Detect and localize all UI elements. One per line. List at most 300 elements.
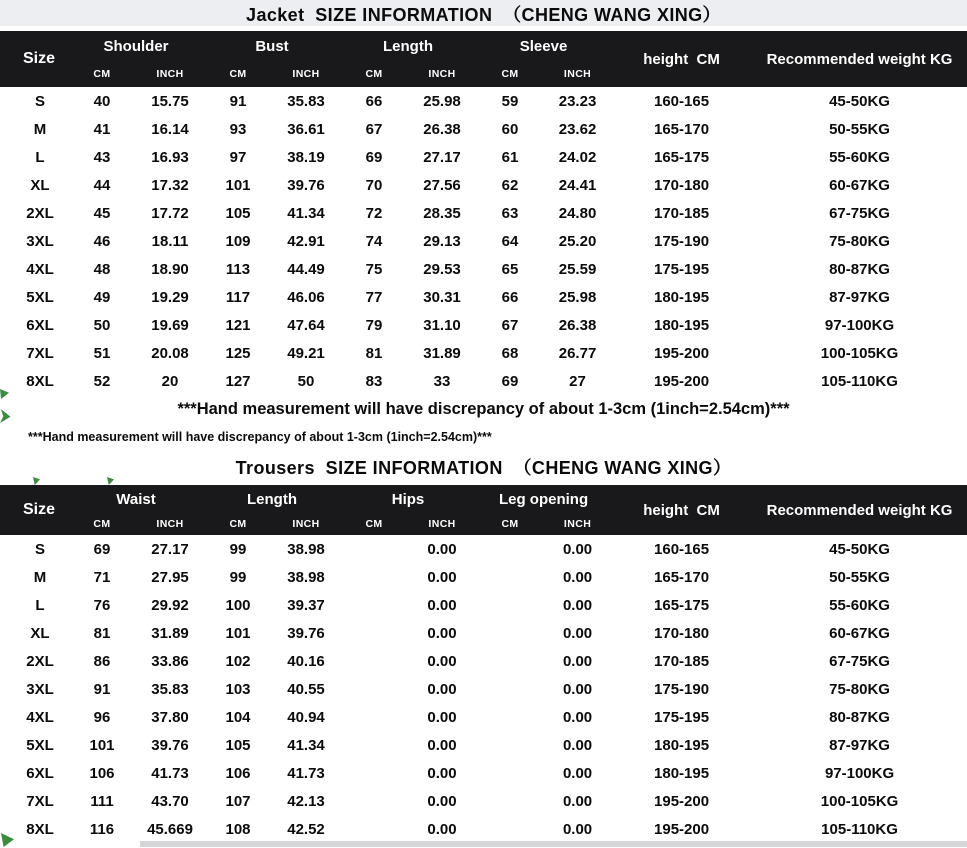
measurement-cell: 40.94 bbox=[287, 708, 325, 726]
measurement-cell: 75-80KG bbox=[829, 232, 890, 250]
measurement-cell bbox=[476, 787, 544, 815]
unit-header-inch: INCH bbox=[272, 513, 340, 535]
size-row bbox=[0, 171, 967, 199]
measurement-cell: 31.89 bbox=[423, 344, 461, 362]
size-row bbox=[0, 339, 967, 367]
size-row bbox=[0, 675, 967, 703]
measurement-cell: 38.98 bbox=[287, 540, 325, 558]
unit-header-cm: CM bbox=[340, 61, 408, 87]
measurement-cell: 63 bbox=[501, 204, 519, 222]
unit-header-cm: CM bbox=[204, 61, 272, 87]
col-header-height: height CM bbox=[611, 31, 752, 87]
measurement-cell bbox=[340, 591, 408, 619]
measurement-cell: 108 bbox=[225, 820, 251, 838]
size-label-cell: XL bbox=[30, 176, 50, 194]
measurement-cell: 36.61 bbox=[287, 120, 325, 138]
size-label-cell: 8XL bbox=[26, 372, 54, 390]
measurement-note-secondary: ***Hand measurement will have discrepancy of about 1-3cm (1inch=2.54cm)*** bbox=[28, 429, 492, 444]
measurement-cell: 40.55 bbox=[287, 680, 325, 698]
measurement-cell: 0.00 bbox=[562, 652, 593, 670]
measurement-cell: 0.00 bbox=[562, 680, 593, 698]
measurement-cell: 97-100KG bbox=[824, 764, 895, 782]
measurement-cell: 75 bbox=[365, 260, 383, 278]
measurement-cell: 39.37 bbox=[287, 596, 325, 614]
measurement-cell: 91 bbox=[229, 92, 247, 110]
measurement-cell: 65 bbox=[501, 260, 519, 278]
trousers-table-title: Trousers SIZE INFORMATION （CHENG WANG XING） bbox=[235, 458, 732, 478]
measurement-cell: 106 bbox=[225, 764, 251, 782]
measurement-cell: 170-185 bbox=[654, 204, 710, 222]
measurement-cell: 26.38 bbox=[423, 120, 461, 138]
measurement-cell: 165-170 bbox=[654, 120, 710, 138]
size-row bbox=[0, 311, 967, 339]
measurement-cell: 0.00 bbox=[427, 792, 457, 810]
measurement-cell: 0.00 bbox=[427, 596, 457, 614]
measurement-cell: 69 bbox=[365, 148, 383, 166]
measurement-cell: 19.29 bbox=[151, 288, 189, 306]
measurement-cell: 27.17 bbox=[423, 148, 461, 166]
size-row bbox=[0, 731, 967, 759]
measurement-cell bbox=[340, 787, 408, 815]
size-label-cell: M bbox=[33, 120, 47, 138]
col-header-size: Size bbox=[0, 31, 68, 87]
measurement-cell bbox=[340, 647, 408, 675]
measurement-cell: 68 bbox=[501, 344, 519, 362]
measurement-cell: 41.73 bbox=[287, 764, 325, 782]
measurement-cell: 0.00 bbox=[427, 624, 457, 642]
cropped-next-section-bar bbox=[140, 841, 967, 847]
measurement-cell: 72 bbox=[365, 204, 383, 222]
measurement-cell bbox=[340, 675, 408, 703]
measurement-cell: 0.00 bbox=[427, 736, 457, 754]
size-row bbox=[0, 283, 967, 311]
measurement-cell: 31.89 bbox=[151, 624, 189, 642]
measurement-cell: 30.31 bbox=[423, 288, 461, 306]
size-label-cell: 7XL bbox=[26, 344, 54, 362]
measurement-cell: 24.02 bbox=[558, 148, 597, 166]
measurement-cell: 25.59 bbox=[558, 260, 597, 278]
measurement-cell: 170-180 bbox=[654, 624, 710, 642]
size-row bbox=[0, 759, 967, 787]
measurement-cell bbox=[476, 647, 544, 675]
measurement-cell: 76 bbox=[93, 596, 111, 614]
measurement-cell: 0.00 bbox=[562, 568, 593, 586]
jacket-title-band bbox=[0, 0, 967, 31]
measurement-cell: 175-195 bbox=[654, 260, 710, 278]
measurement-cell: 41.34 bbox=[287, 736, 325, 754]
measurement-cell: 195-200 bbox=[654, 372, 710, 390]
measurement-cell: 39.76 bbox=[151, 736, 189, 754]
measurement-cell: 45-50KG bbox=[829, 540, 890, 558]
trousers-table-header bbox=[0, 485, 967, 535]
col-group-bust: Bust bbox=[204, 31, 340, 61]
measurement-cell: 42.91 bbox=[287, 232, 325, 250]
measurement-cell bbox=[340, 535, 408, 563]
measurement-cell: 55-60KG bbox=[829, 596, 890, 614]
measurement-cell: 60-67KG bbox=[829, 176, 890, 194]
measurement-cell: 80-87KG bbox=[829, 260, 890, 278]
jacket-table-title: Jacket SIZE INFORMATION （CHENG WANG XING） bbox=[246, 4, 721, 25]
measurement-note-primary: ***Hand measurement will have discrepancy of about 1-3cm (1inch=2.54cm)*** bbox=[177, 400, 790, 418]
size-label-cell: L bbox=[35, 148, 45, 166]
measurement-cell: 28.35 bbox=[423, 204, 461, 222]
measurement-cell bbox=[340, 619, 408, 647]
size-label-cell: 6XL bbox=[26, 316, 54, 334]
measurement-cell: 113 bbox=[225, 260, 251, 278]
measurement-cell: 101 bbox=[225, 176, 251, 194]
size-row bbox=[0, 591, 967, 619]
measurement-cell: 41 bbox=[93, 120, 111, 138]
measurement-cell: 49.21 bbox=[287, 344, 325, 362]
measurement-cell: 27.95 bbox=[151, 568, 189, 586]
measurement-cell: 29.13 bbox=[423, 232, 461, 250]
measurement-cell: 0.00 bbox=[562, 540, 593, 558]
measurement-cell: 17.72 bbox=[151, 204, 189, 222]
measurement-cell: 97 bbox=[229, 148, 247, 166]
measurement-cell: 26.38 bbox=[558, 316, 597, 334]
measurement-cell: 101 bbox=[225, 624, 251, 642]
measurement-cell: 125 bbox=[225, 344, 251, 362]
measurement-cell: 23.62 bbox=[558, 120, 597, 138]
measurement-cell: 170-185 bbox=[654, 652, 710, 670]
measurement-cell: 27 bbox=[569, 372, 586, 390]
measurement-cell: 160-165 bbox=[654, 540, 710, 558]
col-group-leg-opening: Leg opening bbox=[476, 485, 611, 513]
measurement-cell: 25.20 bbox=[558, 232, 597, 250]
measurement-cell: 175-195 bbox=[654, 708, 710, 726]
measurement-cell: 67 bbox=[501, 316, 519, 334]
measurement-cell: 195-200 bbox=[654, 792, 710, 810]
measurement-cell: 46.06 bbox=[287, 288, 325, 306]
measurement-cell: 109 bbox=[225, 232, 251, 250]
measurement-cell: 50 bbox=[93, 316, 111, 334]
size-label-cell: 6XL bbox=[26, 764, 54, 782]
measurement-cell bbox=[476, 703, 544, 731]
measurement-cell: 39.76 bbox=[287, 624, 325, 642]
measurement-cell: 69 bbox=[93, 540, 111, 558]
measurement-cell: 121 bbox=[225, 316, 251, 334]
measurement-cell: 160-165 bbox=[654, 92, 710, 110]
col-header-weight: Recommended weight KG bbox=[752, 485, 967, 535]
size-label-cell: 2XL bbox=[26, 652, 54, 670]
measurement-cell: 39.76 bbox=[287, 176, 325, 194]
size-row bbox=[0, 787, 967, 815]
unit-header-inch: INCH bbox=[136, 61, 204, 87]
measurement-cell: 80-87KG bbox=[829, 708, 890, 726]
size-label-cell: XL bbox=[30, 624, 50, 642]
size-label-cell: S bbox=[34, 540, 45, 558]
measurement-cell: 26.77 bbox=[558, 344, 597, 362]
measurement-cell: 50-55KG bbox=[829, 120, 890, 138]
measurement-cell: 97-100KG bbox=[824, 316, 895, 334]
unit-header-cm: CM bbox=[476, 513, 544, 535]
measurement-cell: 77 bbox=[365, 288, 383, 306]
measurement-cell: 61 bbox=[501, 148, 519, 166]
measurement-cell: 127 bbox=[225, 372, 251, 390]
size-row bbox=[0, 143, 967, 171]
unit-header-cm: CM bbox=[68, 513, 136, 535]
measurement-cell: 180-195 bbox=[654, 736, 710, 754]
size-row bbox=[0, 703, 967, 731]
measurement-cell bbox=[476, 675, 544, 703]
measurement-cell: 35.83 bbox=[287, 92, 325, 110]
measurement-cell: 18.11 bbox=[151, 232, 189, 250]
unit-header-cm: CM bbox=[204, 513, 272, 535]
measurement-cell bbox=[340, 703, 408, 731]
unit-header-inch: INCH bbox=[136, 513, 204, 535]
measurement-cell: 165-175 bbox=[654, 148, 710, 166]
measurement-cell: 18.90 bbox=[151, 260, 189, 278]
measurement-cell: 175-190 bbox=[654, 232, 710, 250]
measurement-cell: 33.86 bbox=[151, 652, 189, 670]
measurement-cell: 165-170 bbox=[654, 568, 710, 586]
size-label-cell: 2XL bbox=[26, 204, 54, 222]
measurement-cell: 50-55KG bbox=[829, 568, 890, 586]
measurement-cell: 52 bbox=[93, 372, 111, 390]
measurement-cell bbox=[476, 619, 544, 647]
measurement-cell: 71 bbox=[93, 568, 111, 586]
col-group-length: Length bbox=[204, 485, 340, 513]
measurement-cell: 103 bbox=[225, 680, 251, 698]
measurement-cell: 0.00 bbox=[562, 708, 593, 726]
size-row bbox=[0, 199, 967, 227]
measurement-cell: 105-110KG bbox=[821, 372, 898, 390]
measurement-cell: 42.52 bbox=[287, 820, 325, 838]
size-row bbox=[0, 535, 967, 563]
measurement-cell: 69 bbox=[501, 372, 519, 390]
measurement-cell: 100-105KG bbox=[820, 792, 899, 810]
measurement-cell: 33 bbox=[433, 372, 451, 390]
unit-header-cm: CM bbox=[340, 513, 408, 535]
measurement-cell: 48 bbox=[93, 260, 111, 278]
size-row bbox=[0, 563, 967, 591]
measurement-cell: 91 bbox=[93, 680, 111, 698]
measurement-cell: 0.00 bbox=[427, 540, 457, 558]
measurement-cell: 100-105KG bbox=[820, 344, 899, 362]
measurement-cell: 99 bbox=[229, 540, 247, 558]
measurement-cell: 81 bbox=[365, 344, 383, 362]
measurement-cell: 105 bbox=[225, 736, 251, 754]
size-row bbox=[0, 87, 967, 115]
measurement-cell: 38.19 bbox=[287, 148, 325, 166]
measurement-cell: 106 bbox=[89, 764, 115, 782]
unit-header-cm: CM bbox=[476, 61, 544, 87]
measurement-cell: 51 bbox=[93, 344, 111, 362]
size-label-cell: L bbox=[35, 596, 45, 614]
measurement-cell: 24.80 bbox=[558, 204, 597, 222]
size-label-cell: S bbox=[34, 92, 45, 110]
measurement-cell: 67-75KG bbox=[829, 652, 890, 670]
measurement-cell: 44 bbox=[93, 176, 111, 194]
size-label-cell: 5XL bbox=[26, 736, 54, 754]
measurement-cell: 62 bbox=[501, 176, 519, 194]
measurement-cell: 96 bbox=[93, 708, 111, 726]
measurement-cell: 64 bbox=[501, 232, 519, 250]
measurement-cell: 17.32 bbox=[151, 176, 189, 194]
col-group-hips: Hips bbox=[340, 485, 476, 513]
measurement-cell: 43 bbox=[93, 148, 111, 166]
measurement-cell: 99 bbox=[229, 568, 247, 586]
measurement-cell: 0.00 bbox=[427, 652, 457, 670]
measurement-cell bbox=[340, 563, 408, 591]
measurement-cell: 66 bbox=[501, 288, 519, 306]
measurement-cell: 27.56 bbox=[423, 176, 461, 194]
measurement-cell: 195-200 bbox=[654, 344, 710, 362]
size-label-cell: 3XL bbox=[26, 680, 54, 698]
measurement-cell: 87-97KG bbox=[829, 736, 890, 754]
size-row bbox=[0, 367, 967, 395]
size-row bbox=[0, 255, 967, 283]
measurement-cell: 0.00 bbox=[427, 820, 457, 838]
measurement-cell: 41.34 bbox=[287, 204, 325, 222]
measurement-cell: 66 bbox=[365, 92, 383, 110]
size-row bbox=[0, 815, 967, 843]
measurement-cell: 93 bbox=[229, 120, 247, 138]
measurement-cell: 102 bbox=[225, 652, 251, 670]
measurement-cell: 0.00 bbox=[427, 708, 457, 726]
measurement-cell: 74 bbox=[365, 232, 383, 250]
size-label-cell: 4XL bbox=[26, 708, 54, 726]
measurement-cell: 20 bbox=[161, 372, 179, 390]
measurement-cell: 0.00 bbox=[562, 736, 593, 754]
measurement-cell: 55-60KG bbox=[829, 148, 890, 166]
measurement-cell: 31.10 bbox=[423, 316, 461, 334]
measurement-cell: 59 bbox=[501, 92, 519, 110]
measurement-cell: 60 bbox=[501, 120, 519, 138]
measurement-cell: 0.00 bbox=[427, 680, 457, 698]
col-group-length: Length bbox=[340, 31, 476, 61]
measurement-cell: 116 bbox=[89, 820, 115, 838]
size-label-cell: M bbox=[33, 568, 47, 586]
measurement-cell bbox=[340, 759, 408, 787]
measurement-cell: 41.73 bbox=[151, 764, 189, 782]
measurement-cell: 35.83 bbox=[151, 680, 189, 698]
measurement-cell: 180-195 bbox=[654, 288, 710, 306]
measurement-cell: 87-97KG bbox=[829, 288, 890, 306]
measurement-cell bbox=[476, 535, 544, 563]
measurement-cell: 0.00 bbox=[427, 764, 457, 782]
measurement-cell: 105-110KG bbox=[821, 820, 898, 838]
unit-header-inch: INCH bbox=[544, 513, 611, 535]
measurement-cell: 107 bbox=[225, 792, 251, 810]
measurement-cell: 40.16 bbox=[287, 652, 325, 670]
measurement-cell: 79 bbox=[365, 316, 383, 334]
col-group-shoulder: Shoulder bbox=[68, 31, 204, 61]
size-label-cell: 4XL bbox=[26, 260, 54, 278]
measurement-cell: 40 bbox=[93, 92, 111, 110]
measurement-cell: 25.98 bbox=[423, 92, 461, 110]
measurement-cell: 0.00 bbox=[427, 568, 457, 586]
unit-header-cm: CM bbox=[68, 61, 136, 87]
measurement-cell: 44.49 bbox=[287, 260, 325, 278]
measurement-cell: 0.00 bbox=[562, 624, 593, 642]
measurement-cell: 50 bbox=[297, 372, 315, 390]
col-header-height: height CM bbox=[611, 485, 752, 535]
size-label-cell: 5XL bbox=[26, 288, 54, 306]
measurement-cell: 104 bbox=[225, 708, 251, 726]
measurement-cell: 0.00 bbox=[562, 792, 593, 810]
trousers-title-band bbox=[0, 449, 967, 485]
measurement-cell: 111 bbox=[90, 792, 114, 810]
measurement-cell: 20.08 bbox=[151, 344, 189, 362]
measurement-cell: 45 bbox=[93, 204, 111, 222]
col-header-size: Size bbox=[0, 485, 68, 535]
measurement-cell: 180-195 bbox=[654, 316, 710, 334]
measurement-cell: 67-75KG bbox=[829, 204, 890, 222]
measurement-cell: 46 bbox=[93, 232, 111, 250]
measurement-cell: 195-200 bbox=[654, 820, 710, 838]
col-group-waist: Waist bbox=[68, 485, 204, 513]
measurement-cell: 175-190 bbox=[654, 680, 710, 698]
measurement-cell: 49 bbox=[93, 288, 111, 306]
measurement-cell: 25.98 bbox=[558, 288, 597, 306]
measurement-cell: 45.669 bbox=[147, 820, 193, 838]
jacket-header-group-row bbox=[0, 31, 967, 61]
unit-header-inch: INCH bbox=[272, 61, 340, 87]
trousers-header-group-row bbox=[0, 485, 967, 513]
measurement-cell: 60-67KG bbox=[829, 624, 890, 642]
measurement-cell: 19.69 bbox=[151, 316, 189, 334]
measurement-cell: 75-80KG bbox=[829, 680, 890, 698]
measurement-cell: 100 bbox=[225, 596, 251, 614]
unit-header-inch: INCH bbox=[544, 61, 611, 87]
size-row bbox=[0, 227, 967, 255]
measurement-cell: 27.17 bbox=[151, 540, 189, 558]
measurement-cell bbox=[476, 759, 544, 787]
unit-header-inch: INCH bbox=[408, 513, 476, 535]
measurement-cell: 170-180 bbox=[654, 176, 710, 194]
measurement-cell: 0.00 bbox=[562, 764, 593, 782]
measurement-cell: 29.92 bbox=[151, 596, 189, 614]
trousers-table-body bbox=[0, 535, 967, 843]
measurement-cell: 43.70 bbox=[151, 792, 189, 810]
measurement-cell: 23.23 bbox=[558, 92, 597, 110]
measurement-cell: 86 bbox=[93, 652, 111, 670]
measurement-cell bbox=[476, 731, 544, 759]
measurement-cell: 0.00 bbox=[562, 596, 593, 614]
measurement-cell bbox=[340, 731, 408, 759]
col-header-weight: Recommended weight KG bbox=[752, 31, 967, 87]
measurement-cell: 29.53 bbox=[423, 260, 461, 278]
measurement-cell: 81 bbox=[93, 624, 111, 642]
measurement-cell: 0.00 bbox=[562, 820, 593, 838]
measurement-cell: 105 bbox=[225, 204, 251, 222]
size-label-cell: 7XL bbox=[26, 792, 54, 810]
measurement-cell: 70 bbox=[365, 176, 383, 194]
measurement-cell: 16.14 bbox=[151, 120, 189, 138]
measurement-cell: 67 bbox=[365, 120, 383, 138]
col-group-sleeve: Sleeve bbox=[476, 31, 611, 61]
unit-header-inch: INCH bbox=[408, 61, 476, 87]
measurement-cell: 117 bbox=[225, 288, 251, 306]
measurement-cell: 45-50KG bbox=[829, 92, 890, 110]
measurement-cell: 165-175 bbox=[654, 596, 710, 614]
measurement-cell: 47.64 bbox=[287, 316, 325, 334]
measurement-cell: 37.80 bbox=[151, 708, 189, 726]
measurement-cell: 180-195 bbox=[654, 764, 710, 782]
measurement-cell bbox=[476, 815, 544, 843]
jacket-size-table bbox=[0, 31, 967, 395]
measurement-cell: 16.93 bbox=[151, 148, 189, 166]
measurement-cell: 15.75 bbox=[151, 92, 189, 110]
jacket-table-body bbox=[0, 87, 967, 395]
trousers-size-table bbox=[0, 485, 967, 843]
measurement-cell: 101 bbox=[89, 736, 115, 754]
size-label-cell: 8XL bbox=[26, 820, 54, 838]
measurement-cell: 38.98 bbox=[287, 568, 325, 586]
measurement-cell: 24.41 bbox=[558, 176, 597, 194]
size-row bbox=[0, 619, 967, 647]
